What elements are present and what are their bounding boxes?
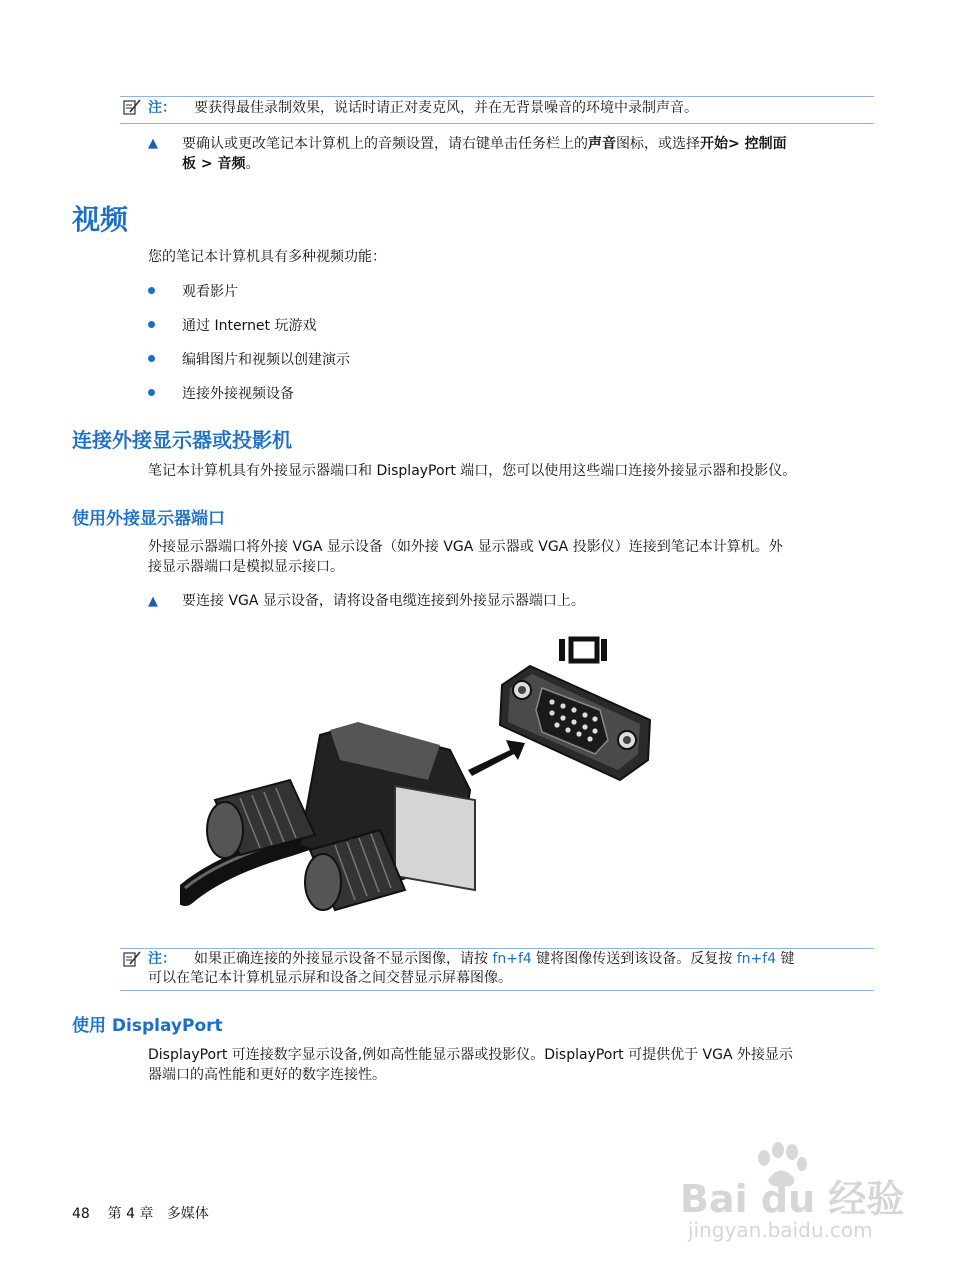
external-monitor-port-icon: [559, 639, 607, 661]
step-text: 要确认或更改笔记本计算机上的音频设置，请右键单击任务栏上的声音图标，或选择开始> 控制面 板 > 音频。: [182, 136, 787, 172]
watermark-logo-text: Bai du 经验: [680, 1177, 905, 1221]
list-item: 观看影片: [182, 284, 238, 300]
section-title-video: 视频: [72, 203, 129, 236]
key-shortcut: fn+f4: [492, 951, 532, 967]
note-box: [120, 96, 874, 124]
list-item: 连接外接视频设备: [182, 386, 294, 402]
vga-step-text: 要连接 VGA 显示设备，请将设备电缆连接到外接显示器端口上。: [182, 593, 585, 609]
note-icon: [122, 950, 142, 968]
vga-port-icon: [500, 666, 650, 780]
baidu-watermark: [680, 1140, 910, 1250]
insert-arrow-icon: [468, 740, 525, 776]
vga-cable-icon: [185, 722, 475, 910]
list-item: 编辑图片和视频以创建演示: [182, 352, 350, 368]
bullet-icon: [148, 321, 155, 328]
bullet-icon: [148, 355, 155, 362]
section-title-vga: 使用外接显示器端口: [72, 509, 225, 529]
watermark-url: jingyan.baidu.com: [688, 1218, 873, 1242]
step-marker-icon: ▲: [148, 136, 158, 151]
page-footer: [72, 1203, 209, 1223]
bullet-icon: [148, 389, 155, 396]
page-number: 48: [72, 1206, 90, 1222]
step-marker-icon: ▲: [148, 594, 158, 609]
key-shortcut: fn+f4: [736, 951, 777, 967]
connect-text: 笔记本计算机具有外接显示器端口和 DisplayPort 端口，您可以使用这些端口连接外接显示器和投影仪。: [148, 463, 797, 479]
section-title-connect: 连接外接显示器或投影机: [72, 428, 292, 452]
note-text: 要获得最佳录制效果，说话时请正对麦克风，并在无背景噪音的环境中录制声音。: [194, 100, 698, 116]
vga-connection-illustration: [180, 630, 660, 930]
bullet-icon: [148, 287, 155, 294]
note-label: 注：: [148, 100, 176, 116]
section-title-displayport: 使用 DisplayPort: [72, 1016, 223, 1036]
note-box: 注： 如果正确连接的外接显示设备不显示图像，请按 fn+f4 键将图像传送到该设备。反复按 fn+f4 键 可以在笔记本计算机显示屏和设备之间交替显示屏幕图像。: [120, 948, 874, 991]
chapter-label: 第 4 章 多媒体: [107, 1206, 209, 1222]
vga-text: 外接显示器端口将外接 VGA 显示设备（如外接 VGA 显示器或 VGA 投影仪）连接到笔记本计算机。外 接显示器端口是模拟显示接口。: [148, 539, 783, 575]
note-label: 注：: [148, 951, 176, 967]
displayport-text: DisplayPort 可连接数字显示设备,例如高性能显示器或投影仪。DisplayPort 可提供优于 VGA 外接显示 器端口的高性能和更好的数字连接性。: [148, 1047, 793, 1083]
note-icon: [122, 98, 142, 116]
list-item: 通过 Internet 玩游戏: [182, 318, 317, 334]
video-intro: 您的笔记本计算机具有多种视频功能：: [148, 249, 386, 265]
